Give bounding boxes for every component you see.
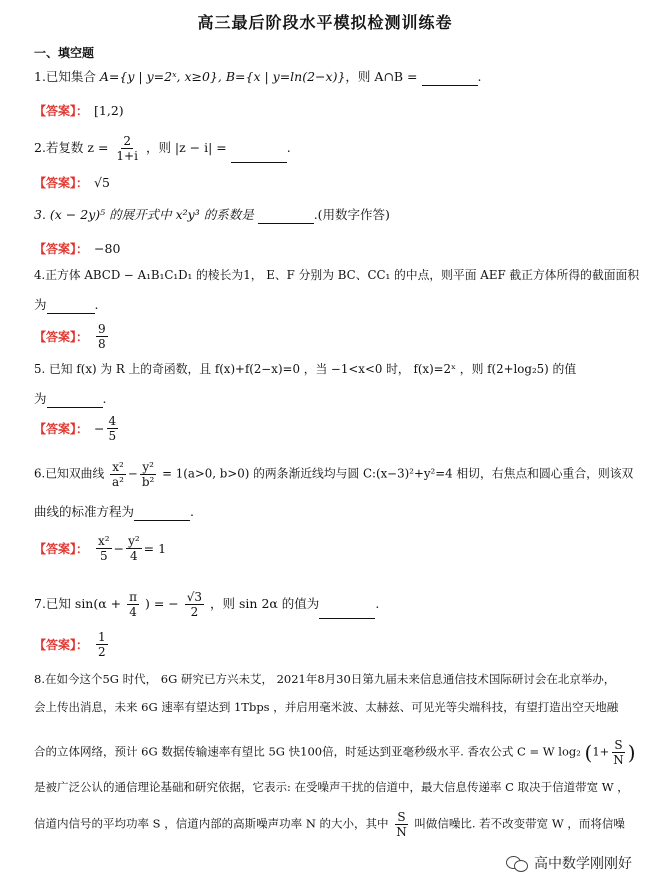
- q6-x-num: x²: [112, 460, 124, 474]
- q1-text-a: 1.已知集合: [34, 69, 100, 84]
- question-8-line5: [34, 810, 625, 839]
- answer-5-den: 5: [108, 429, 117, 443]
- q4-line2-text: 为: [34, 297, 47, 312]
- q6-minus: −: [127, 466, 138, 481]
- q2-num: 2: [123, 134, 131, 148]
- wechat-icon: [506, 854, 528, 872]
- q8-line5-fraction: [394, 810, 409, 839]
- answer-7-den: 2: [98, 645, 106, 659]
- q6-y-num: y²: [142, 460, 154, 474]
- q7-pi-fraction: [127, 590, 139, 619]
- q7-text-a: 7.已知 sin(α +: [34, 596, 122, 611]
- q6-text-a: 6.已知双曲线: [34, 466, 105, 481]
- answer-6: [34, 534, 166, 563]
- q1-blank: [422, 85, 478, 86]
- q1-math: A={y | y=2ˣ, x≥0}, B={x | y=ln(2−x)}: [99, 69, 346, 84]
- q5-blank: [47, 407, 103, 408]
- question-4-line2: 为 .: [34, 297, 99, 312]
- answer-4-num: 9: [98, 322, 106, 336]
- q7-pi-num: π: [129, 590, 138, 604]
- answer-6-tail: = 1: [143, 541, 167, 556]
- page-title: 高三最后阶段水平模拟检测训练卷: [197, 13, 453, 32]
- q8-line5-num: S: [397, 810, 406, 824]
- answer-tag: 【答案】：: [34, 330, 89, 344]
- q8-paren-close: ): [627, 740, 636, 765]
- q8-line3-pre: 1+: [592, 744, 610, 759]
- q7-text-b: ，则 sin 2α 的值为: [210, 596, 320, 611]
- q7-blank: [319, 618, 375, 619]
- question-1: 1.已知集合 A={y | y=2ˣ, x≥0}, B={x | y=ln(2−x)}，则 A∩B = .: [34, 69, 482, 84]
- q6-text-b: = 1(a>0, b>0) 的两条渐近线均与圆 C:(x−3)²+y²=4 相切，右焦点和圆心重合，则该双: [162, 466, 634, 481]
- answer-2: [34, 174, 110, 191]
- section-heading: 一、填空题: [34, 46, 95, 60]
- answer-6-yd: 4: [130, 549, 138, 563]
- answer-7-fraction: [96, 630, 108, 659]
- q2-den: 1+i: [116, 149, 138, 163]
- q8-paren-open: (: [584, 740, 593, 765]
- q3-text: 3. (x − 2y)⁵ 的展开式中 x²y³ 的系数是: [34, 207, 254, 222]
- question-8-line4: 是被广泛公认的通信理论基础和研究依据，它表示: 在受噪声干扰的信道中，最大信息传递率 C 取决于信道带宽 W ，: [34, 780, 629, 794]
- answer-7-num: 1: [98, 630, 106, 644]
- q2-text-a: 2.若复数 z =: [34, 140, 109, 155]
- q3-blank: [258, 223, 314, 224]
- question-6-line1: [34, 460, 633, 489]
- answer-7: [34, 630, 110, 659]
- answer-6-y-fraction: [126, 534, 142, 563]
- answer-5: [34, 414, 120, 443]
- answer-6-xd: 5: [99, 549, 108, 563]
- question-8-line2: 会上传出消息，未来 6G 速率有望达到 1Tbps ，并启用毫米波、太赫兹、可见光等尖端科技，有望打造出空天地融: [34, 700, 619, 714]
- question-8-line3: [34, 738, 636, 767]
- q6-blank: [134, 520, 190, 521]
- q7-root-num: √3: [186, 590, 203, 604]
- q8-line5-a: 信道内信号的平均功率 S ，信道内部的高斯噪声功率 N 的大小，其中: [34, 816, 389, 831]
- answer-tag: 【答案】：: [34, 422, 89, 436]
- answer-tag: 【答案】：: [34, 242, 89, 256]
- answer-1-value: [1,2): [94, 103, 124, 118]
- q7-root-den: 2: [190, 605, 199, 619]
- question-5-line2: 为 .: [34, 391, 107, 406]
- answer-6-x-fraction: [96, 534, 112, 563]
- answer-4-fraction: [96, 322, 108, 351]
- q8-line3-text: 合的立体网络，预计 6G 数据传输速率有望比 5G 快100倍，时延达到亚毫秒级水平. 香农公式 C = W log₂: [34, 744, 581, 759]
- answer-1: [34, 102, 124, 119]
- answer-tag: 【答案】：: [34, 542, 89, 556]
- q8-line3-den: N: [613, 753, 624, 767]
- answer-tag: 【答案】：: [34, 638, 89, 652]
- answer-3-value: −80: [94, 241, 121, 256]
- q5-line2-text: 为: [34, 391, 47, 406]
- q7-text-mid: ) = −: [145, 596, 179, 611]
- q8-line5-den: N: [396, 825, 407, 839]
- q7-root-fraction: [185, 590, 204, 619]
- q6-x-fraction: [110, 460, 126, 489]
- q8-line3-num: S: [614, 738, 623, 752]
- question-5-line1: 5. 已知 f(x) 为 R 上的奇函数，且 f(x)+f(2−x)=0 ，当 −1<x<0 时， f(x)=2ˣ ，则 f(2+log₂5) 的值: [34, 362, 577, 376]
- q8-line3-fraction: [611, 738, 626, 767]
- answer-6-yn: y²: [128, 534, 140, 548]
- answer-5-sign: −: [94, 421, 105, 436]
- q8-line5-b: 叫做信噪比. 若不改变带宽 W ，而将信噪: [414, 816, 625, 831]
- question-3: [34, 206, 390, 224]
- q2-blank: [231, 162, 287, 163]
- q6-y-den: b²: [141, 475, 155, 489]
- q6-y-fraction: [140, 460, 157, 489]
- question-4-line1: 4.正方体 ABCD − A₁B₁C₁D₁ 的棱长为1， E、F 分别为 BC、CC₁ 的中点，则平面 AEF 截正方体所得的截面面积: [34, 268, 640, 282]
- answer-5-fraction: [107, 414, 119, 443]
- answer-5-num: 4: [108, 414, 117, 428]
- answer-4: [34, 322, 110, 351]
- q1-text-b: ，则 A∩B =: [345, 69, 418, 84]
- watermark-text: 高中数学刚刚好: [534, 856, 632, 872]
- q6-x-den: a²: [112, 475, 124, 489]
- answer-tag: 【答案】：: [34, 176, 89, 190]
- watermark: [502, 851, 636, 875]
- answer-2-value: √5: [94, 175, 110, 190]
- q2-fraction: [114, 134, 140, 163]
- answer-tag: 【答案】：: [34, 104, 89, 118]
- question-6-line2: 曲线的标准方程为 .: [34, 504, 194, 519]
- q3-suffix: .(用数字作答): [313, 207, 390, 222]
- q7-pi-den: 4: [129, 605, 137, 619]
- answer-4-den: 8: [98, 337, 106, 351]
- question-7: 7.已知 sin(α + $\frac{\pi}{4}$ ) = − $\frac{√3}{2}$ ，则 sin 2α 的值为 .: [34, 590, 380, 619]
- answer-3: [34, 240, 120, 257]
- q4-blank: [47, 313, 95, 314]
- q2-text-b: ，则 |z − i| =: [145, 140, 227, 155]
- answer-6-xn: x²: [98, 534, 110, 548]
- answer-6-minus: −: [113, 541, 125, 556]
- question-2: 2.若复数 z = $\frac{2}{1+i}$ ，则 |z − i| = .: [34, 134, 291, 163]
- q6-line2-text: 曲线的标准方程为: [34, 504, 135, 519]
- question-8-line1: 8.在如今这个5G 时代， 6G 研究已方兴未艾， 2021年8月30日第九届未来信息通信技术国际研讨会在北京举办，: [34, 672, 616, 686]
